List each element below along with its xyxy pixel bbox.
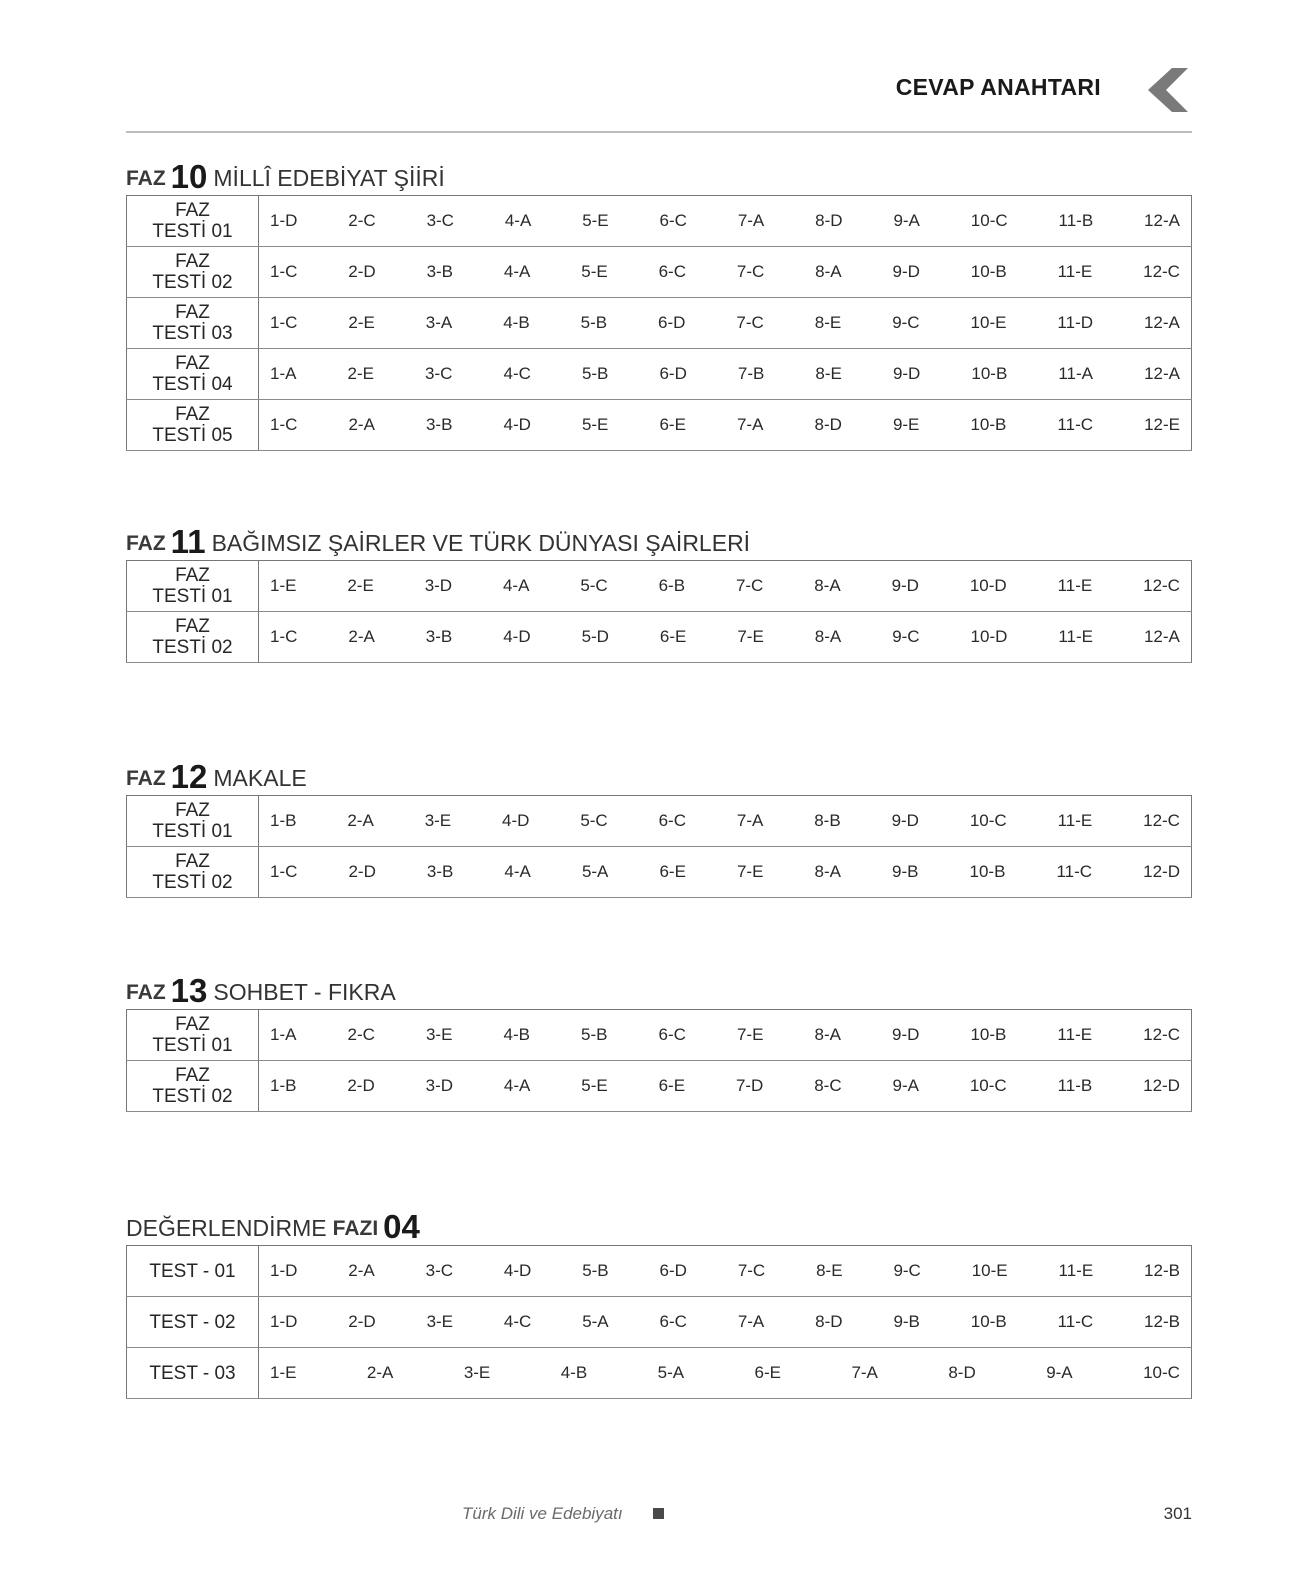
- answers-row: [259, 576, 1191, 596]
- answers-cell: [259, 1348, 1192, 1399]
- answer-item: 11-A: [1058, 364, 1094, 383]
- test-label: [127, 1061, 259, 1112]
- answer-item: 12-D: [1143, 862, 1180, 881]
- answer-item: 6-D: [659, 1261, 687, 1280]
- answer-item: 12-B: [1144, 1312, 1180, 1331]
- answer-item: 4-A: [504, 862, 531, 881]
- table-row: [127, 247, 1192, 298]
- answers-cell: [259, 247, 1192, 298]
- answer-item: 7-A: [851, 1363, 878, 1382]
- answer-item: 3-E: [426, 1312, 454, 1331]
- answer-item: 12-C: [1143, 811, 1180, 830]
- answer-item: 3-C: [425, 1261, 454, 1280]
- test-label: [127, 349, 259, 400]
- answers-row: [259, 862, 1191, 882]
- answer-item: 7-B: [737, 364, 765, 383]
- answer-item: 2-A: [348, 415, 375, 434]
- test-label-line2: TESTİ 01: [152, 221, 233, 242]
- answer-item: 2-E: [347, 364, 374, 383]
- answer-item: 2-C: [347, 1025, 375, 1044]
- answer-item: 11-C: [1057, 1312, 1094, 1331]
- answer-item: 2-A: [348, 627, 375, 646]
- answer-item: 6-E: [659, 862, 686, 881]
- answer-item: 2-A: [348, 1261, 375, 1280]
- answers-cell: [259, 400, 1192, 451]
- answer-item: 3-B: [426, 262, 454, 281]
- answer-item: 11-E: [1057, 1025, 1093, 1044]
- answer-item: 5-A: [657, 1363, 685, 1382]
- answer-item: 10-B: [969, 862, 1006, 881]
- answer-item: 7-E: [737, 627, 764, 646]
- answer-item: 11-C: [1056, 862, 1093, 881]
- answer-item: 4-D: [503, 1261, 532, 1280]
- answer-item: 10-C: [970, 211, 1008, 230]
- table-row: [127, 796, 1192, 847]
- answer-item: 5-E: [581, 1076, 608, 1095]
- answers-cell: [259, 1297, 1192, 1348]
- section-faz-11: [126, 522, 1192, 663]
- answer-item: 5-A: [581, 862, 609, 881]
- answer-item: 1-C: [270, 627, 298, 646]
- answer-item: 5-B: [581, 1025, 608, 1044]
- answer-item: 3-D: [424, 576, 453, 595]
- test-label-line1: FAZ: [175, 200, 210, 221]
- answers-row: [259, 1025, 1191, 1045]
- answer-item: 9-C: [893, 1261, 921, 1280]
- answer-item: 4-C: [503, 364, 531, 383]
- answer-item: 12-C: [1143, 1025, 1180, 1044]
- answer-item: 2-D: [348, 262, 376, 281]
- answer-item: 6-E: [659, 415, 686, 434]
- answer-item: 6-C: [658, 811, 686, 830]
- test-label: [127, 796, 259, 847]
- table-row: [127, 612, 1192, 663]
- footer-subject: Türk Dili ve Edebiyatı: [462, 1504, 623, 1523]
- answer-item: 11-E: [1057, 576, 1093, 595]
- answer-item: 1-B: [270, 811, 297, 830]
- answer-item: 12-C: [1143, 576, 1180, 595]
- test-label-line1: FAZ: [175, 251, 210, 272]
- answer-item: 10-C: [969, 811, 1007, 830]
- answer-item: 12-A: [1144, 364, 1180, 383]
- answer-item: 3-E: [425, 1025, 453, 1044]
- section-title: [126, 1207, 1192, 1243]
- answer-item: 2-D: [348, 1312, 376, 1331]
- answer-item: 3-B: [426, 862, 454, 881]
- test-label-line2: TESTİ 05: [152, 425, 233, 446]
- answers-row: [259, 1076, 1191, 1096]
- test-label: [127, 400, 259, 451]
- answer-item: 9-D: [892, 364, 921, 383]
- answer-item: 6-C: [658, 1025, 686, 1044]
- test-label: TEST - 02: [127, 1297, 259, 1348]
- answer-item: 11-C: [1057, 415, 1094, 434]
- test-label-line1: FAZ: [175, 1014, 210, 1035]
- answer-item: 3-B: [425, 415, 453, 434]
- section-prefix: FAZ: [126, 767, 166, 790]
- answer-item: 12-A: [1143, 627, 1180, 646]
- test-label: TEST - 01: [127, 1246, 259, 1297]
- answer-item: 6-E: [754, 1363, 781, 1382]
- answer-item: 10-B: [970, 262, 1007, 281]
- answer-item: 11-B: [1058, 211, 1094, 230]
- test-label-line2: TESTİ 03: [152, 323, 233, 344]
- answer-item: 10-B: [970, 415, 1007, 434]
- test-label-line1: FAZ: [175, 1065, 210, 1086]
- answer-item: 9-D: [891, 576, 919, 595]
- answer-item: 8-A: [815, 262, 842, 281]
- answer-item: 3-C: [426, 211, 454, 230]
- test-label-line2: TESTİ 04: [152, 374, 233, 395]
- table-row: [127, 847, 1192, 898]
- header-divider: [126, 131, 1192, 133]
- answer-item: 8-A: [814, 1025, 841, 1044]
- answers-row: [259, 811, 1191, 831]
- answer-item: 10-B: [971, 364, 1008, 383]
- answer-item: 10-D: [970, 627, 1008, 646]
- test-label: [127, 1010, 259, 1061]
- answer-item: 7-A: [737, 1312, 765, 1331]
- answer-item: 9-D: [892, 1025, 920, 1044]
- answer-item: 9-D: [892, 262, 920, 281]
- test-label-line1: FAZ: [175, 565, 210, 586]
- section-faz-10: [126, 157, 1192, 451]
- answers-cell: [259, 847, 1192, 898]
- answer-item: 7-E: [736, 862, 764, 881]
- answer-item: 10-B: [970, 1025, 1007, 1044]
- answer-table: [126, 795, 1192, 898]
- answer-table: [126, 560, 1192, 663]
- answers-row: [259, 1261, 1191, 1281]
- answer-item: 8-A: [814, 862, 841, 881]
- answer-item: 9-E: [892, 415, 920, 434]
- answer-item: 1-C: [270, 415, 298, 434]
- section-name: MİLLÎ EDEBİYAT ŞİİRİ: [213, 165, 445, 191]
- answer-item: 2-A: [366, 1363, 394, 1382]
- answer-item: 1-C: [270, 313, 298, 332]
- answer-item: 4-A: [504, 211, 532, 230]
- test-label: [127, 298, 259, 349]
- table-row: [127, 1010, 1192, 1061]
- section-title: [126, 522, 1192, 558]
- test-label-line2: TESTİ 02: [152, 637, 233, 658]
- test-label: [127, 847, 259, 898]
- answer-item: 6-C: [659, 1312, 687, 1331]
- answer-item: 4-D: [503, 627, 531, 646]
- answer-item: 6-C: [659, 211, 687, 230]
- answer-item: 10-B: [970, 1312, 1007, 1331]
- section-prefix: FAZ: [126, 981, 166, 1004]
- answer-item: 3-C: [425, 364, 453, 383]
- test-label: [127, 196, 259, 247]
- answer-item: 5-E: [581, 262, 608, 281]
- answer-item: 4-A: [503, 262, 531, 281]
- answer-item: 3-A: [425, 313, 453, 332]
- section-number: 12: [170, 758, 208, 795]
- answer-item: 1-A: [270, 1025, 297, 1044]
- answer-item: 1-D: [270, 211, 298, 230]
- answer-item: 10-D: [969, 576, 1007, 595]
- answer-item: 7-D: [735, 1076, 764, 1095]
- test-label: [127, 612, 259, 663]
- section-prefix: FAZ: [126, 532, 166, 555]
- answer-item: 5-B: [581, 364, 609, 383]
- section-number: 13: [170, 972, 208, 1009]
- answer-item: 9-D: [891, 811, 919, 830]
- table-row: [127, 349, 1192, 400]
- table-row: [127, 1246, 1192, 1297]
- test-label: [127, 561, 259, 612]
- answer-item: 6-B: [658, 576, 686, 595]
- answer-item: 9-A: [892, 1076, 919, 1095]
- answer-item: 1-B: [270, 1076, 297, 1095]
- answer-item: 5-C: [580, 576, 608, 595]
- answer-item: 8-E: [814, 313, 842, 332]
- answer-item: 8-C: [814, 1076, 842, 1095]
- table-row: [127, 196, 1192, 247]
- answer-item: 4-C: [503, 1312, 532, 1331]
- section-name: SOHBET - FIKRA: [213, 979, 396, 1005]
- answer-item: 12-A: [1143, 313, 1180, 332]
- answer-item: 8-D: [815, 211, 843, 230]
- answer-item: 4-D: [502, 811, 530, 830]
- answer-item: 11-E: [1057, 262, 1093, 281]
- test-label-line2: TESTİ 01: [152, 821, 233, 842]
- answer-item: 5-D: [581, 627, 609, 646]
- answer-item: 1-D: [270, 1312, 298, 1331]
- answer-item: 10-E: [971, 1261, 1008, 1280]
- answer-item: 3-D: [425, 1076, 454, 1095]
- answer-item: 7-E: [736, 1025, 764, 1044]
- answer-item: 6-E: [659, 627, 687, 646]
- section-pre: DEĞERLENDİRME: [126, 1215, 327, 1241]
- answers-cell: [259, 349, 1192, 400]
- test-label-line2: TESTİ 02: [152, 272, 233, 293]
- test-label-line2: TESTİ 02: [152, 1086, 233, 1107]
- answer-item: 2-A: [347, 811, 374, 830]
- answer-item: 2-D: [348, 862, 376, 881]
- answer-item: 6-D: [659, 364, 687, 383]
- answer-item: 8-E: [816, 1261, 843, 1280]
- answer-item: 12-A: [1144, 211, 1180, 230]
- table-row: [127, 561, 1192, 612]
- answer-item: 1-D: [270, 1261, 298, 1280]
- answers-row: [259, 211, 1191, 231]
- answer-item: 2-E: [347, 576, 374, 595]
- answer-item: 5-E: [582, 211, 609, 230]
- section-name: BAĞIMSIZ ŞAİRLER VE TÜRK DÜNYASI ŞAİRLERİ: [211, 530, 751, 556]
- answer-item: 10-C: [969, 1076, 1007, 1095]
- page-number: 301: [1163, 1504, 1192, 1523]
- answer-item: 8-D: [948, 1363, 976, 1382]
- test-label-line1: FAZ: [175, 404, 210, 425]
- answer-item: 8-B: [814, 811, 841, 830]
- section-evaluation: [126, 1207, 1192, 1399]
- answer-item: 2-D: [347, 1076, 375, 1095]
- answer-item: 12-C: [1143, 262, 1180, 281]
- answer-item: 5-B: [582, 1261, 609, 1280]
- test-label-line1: FAZ: [175, 616, 210, 637]
- answer-item: 1-A: [270, 364, 297, 383]
- table-row: [127, 298, 1192, 349]
- answer-item: 11-E: [1058, 1261, 1094, 1280]
- answers-row: [259, 627, 1191, 647]
- answer-item: 6-C: [658, 262, 686, 281]
- answer-item: 11-B: [1057, 1076, 1093, 1095]
- answer-item: 9-A: [893, 211, 920, 230]
- table-row: [127, 1348, 1192, 1399]
- answer-item: 5-A: [582, 1312, 609, 1331]
- answers-row: [259, 1312, 1191, 1332]
- section-title: [126, 157, 1192, 193]
- answer-item: 8-A: [814, 576, 841, 595]
- answers-row: [259, 415, 1191, 435]
- test-label-line2: TESTİ 01: [152, 1035, 233, 1056]
- page-title: CEVAP ANAHTARI: [895, 74, 1101, 100]
- answer-item: 4-D: [503, 415, 531, 434]
- answers-row: [259, 313, 1191, 333]
- answer-item: 4-B: [560, 1363, 588, 1382]
- answer-item: 12-B: [1144, 1261, 1180, 1280]
- answer-item: 8-A: [814, 627, 842, 646]
- answer-table: [126, 1009, 1192, 1112]
- answer-item: 5-C: [580, 811, 608, 830]
- answer-item: 7-C: [737, 1261, 766, 1280]
- test-label-line1: FAZ: [175, 851, 210, 872]
- test-label-line1: FAZ: [175, 800, 210, 821]
- answer-item: 7-A: [736, 415, 764, 434]
- table-row: [127, 1061, 1192, 1112]
- answers-cell: [259, 1010, 1192, 1061]
- chevron-left-icon: [1148, 68, 1192, 112]
- answer-item: 11-E: [1058, 627, 1094, 646]
- answers-row: [259, 364, 1191, 384]
- answer-item: 8-E: [815, 364, 842, 383]
- answer-item: 9-C: [892, 627, 920, 646]
- section-prefix: FAZI: [332, 1217, 379, 1240]
- answer-item: 8-D: [815, 1312, 843, 1331]
- answer-item: 1-E: [270, 1363, 297, 1382]
- answers-cell: [259, 196, 1192, 247]
- section-title: [126, 971, 1192, 1007]
- section-title: [126, 757, 1192, 793]
- test-label-line1: FAZ: [175, 353, 210, 374]
- section-name: MAKALE: [213, 765, 307, 791]
- answer-item: 10-E: [970, 313, 1007, 332]
- answer-item: 1-C: [270, 862, 298, 881]
- answers-cell: [259, 1246, 1192, 1297]
- section-number: 04: [383, 1208, 420, 1245]
- answer-table: [126, 195, 1192, 451]
- answer-item: 9-B: [893, 1312, 920, 1331]
- section-prefix: FAZ: [126, 167, 166, 190]
- test-label-line2: TESTİ 01: [152, 586, 233, 607]
- answer-item: 12-D: [1143, 1076, 1180, 1095]
- answer-item: 10-C: [1143, 1363, 1180, 1382]
- answer-item: 4-B: [503, 1025, 530, 1044]
- answers-row: [259, 1363, 1191, 1383]
- answer-table: [126, 1245, 1192, 1399]
- section-number: 10: [170, 158, 208, 195]
- answer-item: 7-A: [737, 211, 765, 230]
- answer-item: 3-E: [463, 1363, 491, 1382]
- footer-square-icon: [653, 1508, 664, 1519]
- answer-item: 11-D: [1057, 313, 1094, 332]
- test-label: [127, 247, 259, 298]
- answer-item: 7-C: [736, 313, 764, 332]
- answer-item: 4-B: [503, 313, 530, 332]
- answer-item: 7-C: [736, 262, 765, 281]
- answer-item: 5-B: [580, 313, 608, 332]
- answer-item: 3-B: [425, 627, 453, 646]
- answer-item: 4-A: [502, 576, 530, 595]
- answer-item: 12-E: [1144, 415, 1180, 434]
- answer-item: 3-E: [424, 811, 452, 830]
- answer-item: 7-C: [735, 576, 764, 595]
- test-label-line2: TESTİ 02: [152, 872, 233, 893]
- answer-item: 2-E: [348, 313, 375, 332]
- answer-item: 9-A: [1046, 1363, 1073, 1382]
- answers-cell: [259, 612, 1192, 663]
- answer-item: 6-D: [658, 313, 686, 332]
- answer-item: 5-E: [581, 415, 609, 434]
- answer-item: 7-A: [736, 811, 764, 830]
- answers-cell: [259, 1061, 1192, 1112]
- answer-item: 6-E: [658, 1076, 686, 1095]
- answer-item: 9-C: [892, 313, 920, 332]
- answer-item: 8-D: [814, 415, 842, 434]
- section-faz-13: [126, 971, 1192, 1112]
- answer-item: 2-C: [348, 211, 376, 230]
- section-faz-12: [126, 757, 1192, 898]
- answers-cell: [259, 796, 1192, 847]
- answer-item: 4-A: [503, 1076, 531, 1095]
- answer-item: 1-C: [270, 262, 298, 281]
- answer-item: 11-E: [1057, 811, 1093, 830]
- answer-item: 9-B: [892, 862, 919, 881]
- table-row: [127, 1297, 1192, 1348]
- answer-item: 1-E: [270, 576, 297, 595]
- answers-row: [259, 262, 1191, 282]
- answers-cell: [259, 298, 1192, 349]
- answers-cell: [259, 561, 1192, 612]
- test-label: TEST - 03: [127, 1348, 259, 1399]
- table-row: [127, 400, 1192, 451]
- section-number: 11: [170, 523, 206, 560]
- test-label-line1: FAZ: [175, 302, 210, 323]
